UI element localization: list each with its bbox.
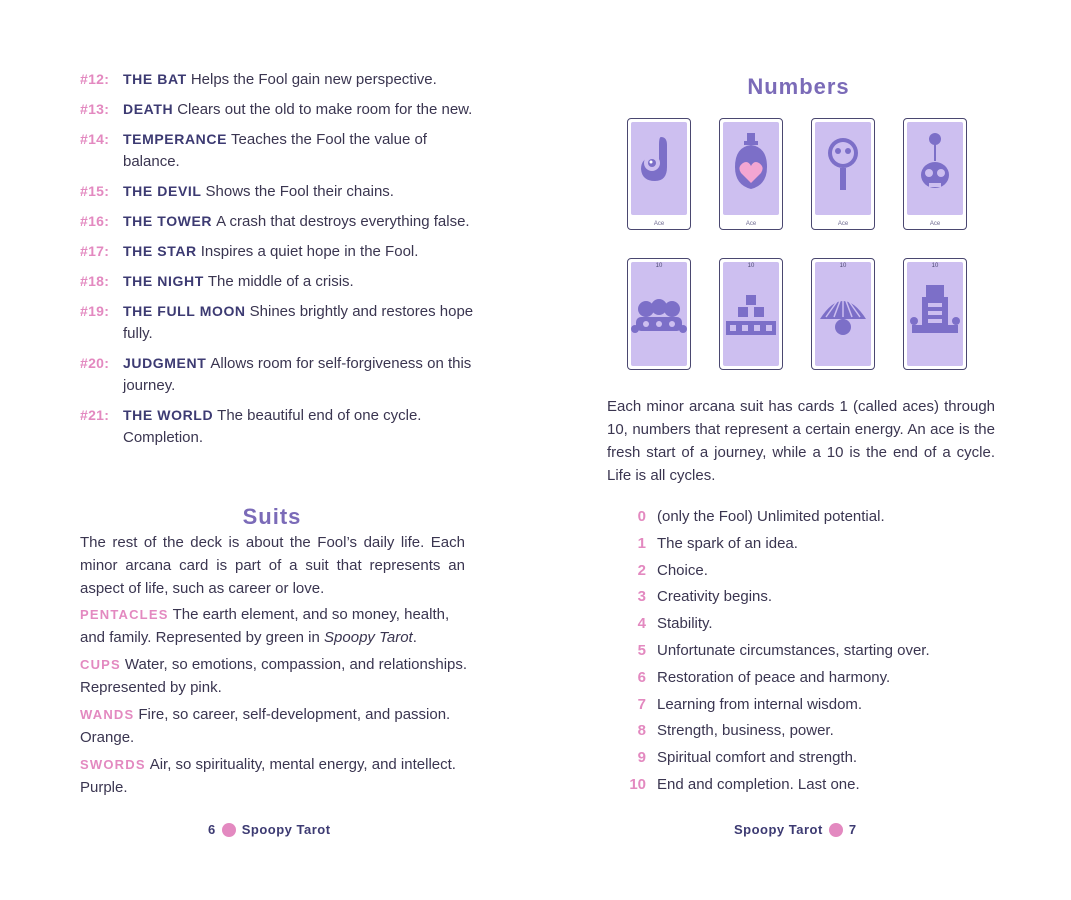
list-item: 5 Unfortunate circumstances, starting over. bbox=[624, 640, 1004, 662]
card-name: THE BAT bbox=[123, 71, 187, 87]
card-name: JUDGMENT bbox=[123, 355, 207, 371]
list-item: 2 Choice. bbox=[624, 560, 1004, 582]
list-item: 0 (only the Fool) Unlimited potential. bbox=[624, 506, 1004, 528]
suit-name: WANDS bbox=[80, 707, 135, 722]
ten-card: 10 bbox=[811, 258, 875, 370]
page-number: 6 bbox=[208, 822, 216, 837]
numbers-list bbox=[624, 506, 1004, 801]
card-description: The middle of a crisis. bbox=[207, 273, 354, 290]
card-name: THE WORLD bbox=[123, 407, 214, 423]
swords-throne-icon bbox=[904, 259, 966, 369]
book-title-italic: Spoopy Tarot bbox=[324, 629, 413, 646]
card-description: Clears out the old to make room for the new. bbox=[177, 101, 473, 118]
card-description: The beautiful end of one cycle. Completion. bbox=[123, 407, 422, 446]
dot-icon bbox=[222, 823, 236, 837]
heart-potion-icon bbox=[720, 119, 782, 229]
list-item: 3 Creativity begins. bbox=[624, 586, 1004, 608]
numbers-intro-paragraph: Each minor arcana suit has cards 1 (called aces) through 10, numbers that represent a certain energy. An ace is the fresh start of a journey, while a 10 is the end of a cycle. Life is all cycles. bbox=[607, 398, 995, 484]
card-description: Shines brightly and restores hope fully. bbox=[123, 303, 474, 342]
list-item: #13: DEATH Clears out the old to make room for the new. bbox=[80, 101, 473, 118]
pentacle-faces-icon bbox=[628, 259, 690, 369]
card-description: Helps the Fool gain new perspective. bbox=[190, 71, 437, 88]
card-name: THE TOWER bbox=[123, 213, 213, 229]
hand-eye-icon bbox=[628, 119, 690, 229]
wands-fan-icon bbox=[812, 259, 874, 369]
right-page bbox=[536, 0, 1071, 900]
list-item: 9 Spiritual comfort and strength. bbox=[624, 747, 1004, 769]
list-item: 1 The spark of an idea. bbox=[624, 533, 1004, 555]
card-description: Inspires a quiet hope in the Fool. bbox=[200, 243, 419, 260]
list-item: SWORDS Air, so spirituality, mental energy, and intellect. Purple. bbox=[80, 756, 456, 796]
number-label: 7 bbox=[637, 695, 646, 713]
list-item: 4 Stability. bbox=[624, 613, 1004, 635]
number-label: 9 bbox=[637, 749, 646, 767]
card-description: A crash that destroys everything false. bbox=[216, 213, 470, 230]
card-grid bbox=[627, 118, 972, 370]
list-item: #12: THE BAT Helps the Fool gain new perspective. bbox=[80, 71, 437, 88]
suit-name: CUPS bbox=[80, 657, 121, 672]
major-arcana-list bbox=[80, 68, 480, 456]
list-item: CUPS Water, so emotions, compassion, and relationships. Represented by pink. bbox=[80, 656, 468, 696]
rose-skull-icon bbox=[904, 119, 966, 229]
number-label: 8 bbox=[637, 722, 646, 740]
suits-list bbox=[80, 603, 470, 803]
list-item: #19: THE FULL MOON Shines brightly and restores hope fully. bbox=[80, 303, 474, 342]
ten-card: 10 bbox=[719, 258, 783, 370]
card-name: THE STAR bbox=[123, 243, 197, 259]
list-item: #14: TEMPERANCE Teaches the Fool the value of balance. bbox=[80, 131, 427, 170]
number-label: 0 bbox=[637, 508, 646, 525]
number-label: 5 bbox=[637, 641, 646, 659]
number-label: 3 bbox=[637, 588, 646, 606]
list-item: #21: THE WORLD The beautiful end of one cycle. Completion. bbox=[80, 407, 422, 446]
list-item: PENTACLES The earth element, and so money, health, and family. Represented by green in Spoopy Tarot. bbox=[80, 606, 450, 646]
card-name: DEATH bbox=[123, 101, 174, 117]
page-footer bbox=[734, 822, 857, 837]
book-title: Spoopy Tarot bbox=[734, 822, 823, 837]
number-label: 6 bbox=[637, 668, 646, 686]
card-name: THE FULL MOON bbox=[123, 303, 246, 319]
list-item: 10 End and completion. Last one. bbox=[624, 774, 1004, 796]
ten-card: 10 bbox=[627, 258, 691, 370]
list-item: 7 Learning from internal wisdom. bbox=[624, 694, 1004, 716]
suit-name: SWORDS bbox=[80, 757, 146, 772]
ten-card: 10 bbox=[903, 258, 967, 370]
suits-heading: Suits bbox=[242, 504, 302, 529]
ace-card: Ace bbox=[903, 118, 967, 230]
page-footer bbox=[208, 822, 331, 837]
cups-stack-icon bbox=[720, 259, 782, 369]
card-description: Allows room for self-forgiveness on this journey. bbox=[123, 355, 472, 394]
list-item: #17: THE STAR Inspires a quiet hope in the Fool. bbox=[80, 243, 419, 260]
card-description: Teaches the Fool the value of balance. bbox=[123, 131, 427, 170]
ace-card: Ace bbox=[719, 118, 783, 230]
dot-icon bbox=[829, 823, 843, 837]
list-item: WANDS Fire, so career, self-development, and passion. Orange. bbox=[80, 706, 451, 746]
ace-card: Ace bbox=[627, 118, 691, 230]
page-number: 7 bbox=[848, 822, 857, 837]
numbers-heading: Numbers bbox=[747, 74, 850, 99]
number-label: 4 bbox=[637, 615, 646, 633]
number-label: 1 bbox=[637, 534, 646, 552]
skull-wand-icon bbox=[812, 119, 874, 229]
card-name: THE DEVIL bbox=[123, 183, 202, 199]
book-title: Spoopy Tarot bbox=[241, 822, 331, 837]
list-item: 8 Strength, business, power. bbox=[624, 720, 1004, 742]
list-item: #16: THE TOWER A crash that destroys everything false. bbox=[80, 213, 470, 230]
number-label: 10 bbox=[629, 775, 646, 793]
card-description: Shows the Fool their chains. bbox=[205, 183, 394, 200]
card-name: THE NIGHT bbox=[123, 273, 204, 289]
list-item: #20: JUDGMENT Allows room for self-forgiveness on this journey. bbox=[80, 355, 472, 394]
suits-intro-paragraph: The rest of the deck is about the Fool’s daily life. Each minor arcana card is part of a suit that represents an aspect of life, such as career or love. bbox=[80, 534, 465, 597]
list-item: #15: THE DEVIL Shows the Fool their chains. bbox=[80, 183, 394, 200]
card-name: TEMPERANCE bbox=[123, 131, 228, 147]
left-page bbox=[0, 0, 535, 900]
suit-name: PENTACLES bbox=[80, 607, 169, 622]
list-item: 6 Restoration of peace and harmony. bbox=[624, 667, 1004, 689]
ace-card: Ace bbox=[811, 118, 875, 230]
list-item: #18: THE NIGHT The middle of a crisis. bbox=[80, 273, 354, 290]
number-label: 2 bbox=[637, 561, 646, 579]
